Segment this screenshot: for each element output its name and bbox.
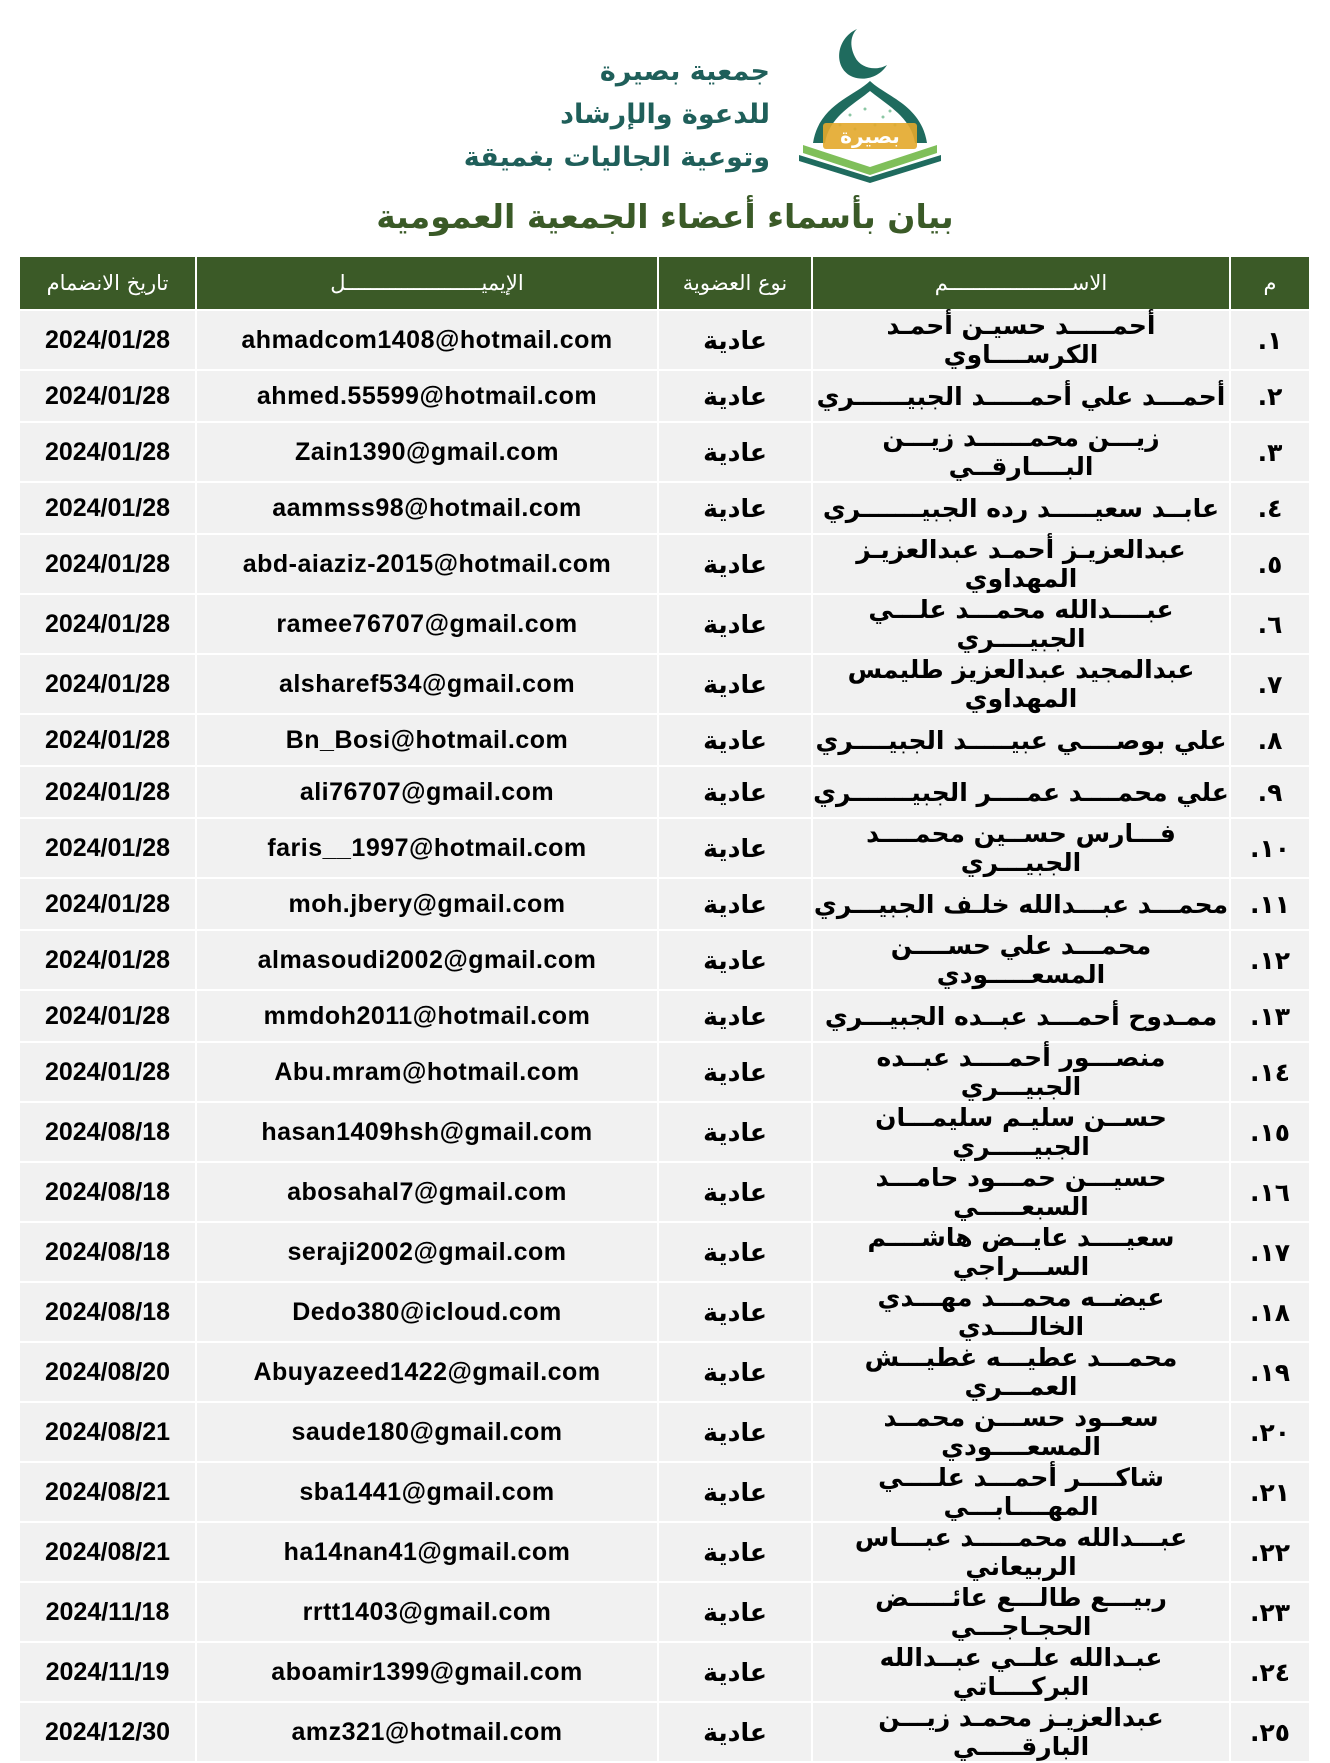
column-header-join-date: تاريخ الانضمام [20,257,195,309]
join-date: 2024/01/28 [20,879,195,929]
member-email: Abu.mram@hotmail.com [197,1043,657,1101]
member-name: محمـــد عطيـــه غطيـــش العمـــري [813,1343,1229,1401]
row-number: ٤. [1231,483,1309,533]
membership-type: عادية [659,535,811,593]
membership-type: عادية [659,423,811,481]
table-row [20,1103,1309,1161]
row-number: ١٠. [1231,819,1309,877]
member-name: منصـــور أحمــــد عبــده الجبيـــري [813,1043,1229,1101]
member-email: abd-aiaziz-2015@hotmail.com [197,535,657,593]
crescent-icon [839,29,887,79]
table-row [20,1163,1309,1221]
logo-text: بصيرة [840,124,900,148]
join-date: 2024/08/21 [20,1463,195,1521]
column-header-email: الإيميــــــــــــــــــــــل [197,257,657,309]
table-row [20,1583,1309,1641]
join-date: 2024/11/19 [20,1643,195,1701]
member-name: أحمـــد علي أحمـــــد الجبيــــــري [813,371,1229,421]
table-row [20,1643,1309,1701]
document-title: بيان بأسماء أعضاء الجمعية العمومية [376,197,954,236]
table-row [20,1523,1309,1581]
member-name: عبـــدالله محمـــــد عبـــاس الربيعاني [813,1523,1229,1581]
table-row [20,1043,1309,1101]
table-row [20,1283,1309,1341]
member-name: عبدالعزيـز محمـد زيـــن البارقـــــي [813,1703,1229,1761]
row-number: ٦. [1231,595,1309,653]
member-name: أحمـــــد حسيـن أحمـد الكرســــاوي [813,311,1229,369]
row-number: ٢٣. [1231,1583,1309,1641]
membership-type: عادية [659,1223,811,1281]
membership-type: عادية [659,371,811,421]
table-row [20,655,1309,713]
table-row [20,879,1309,929]
member-name: شاكــــر أحمـــد علــــي المهــــابـــي [813,1463,1229,1521]
row-number: ٩. [1231,767,1309,817]
member-email: alsharef534@gmail.com [197,655,657,713]
table-row [20,423,1309,481]
join-date: 2024/01/28 [20,483,195,533]
membership-type: عادية [659,311,811,369]
member-name: عابــد سعيـــــد رده الجبيـــــــري [813,483,1229,533]
table-row [20,1703,1309,1761]
membership-type: عادية [659,931,811,989]
member-name: عبدالمجيد عبدالعزيز طليمس المهداوي [813,655,1229,713]
row-number: ٢. [1231,371,1309,421]
member-email: sba1441@gmail.com [197,1463,657,1521]
join-date: 2024/12/30 [20,1703,195,1761]
row-number: ٢٢. [1231,1523,1309,1581]
join-date: 2024/01/28 [20,1043,195,1101]
member-email: moh.jbery@gmail.com [197,879,657,929]
membership-type: عادية [659,1043,811,1101]
member-name: محمـــد عبـــدالله خلـف الجبيـــري [813,879,1229,929]
membership-type: عادية [659,1703,811,1761]
join-date: 2024/08/21 [20,1523,195,1581]
organization-name [430,50,770,179]
member-email: almasoudi2002@gmail.com [197,931,657,989]
membership-type: عادية [659,1343,811,1401]
row-number: ٧. [1231,655,1309,713]
row-number: ١٧. [1231,1223,1309,1281]
member-name: محمـــد علي حســــن المسعـــــودي [813,931,1229,989]
member-email: abosahal7@gmail.com [197,1163,657,1221]
table-body [20,311,1309,1761]
row-number: ٢١. [1231,1463,1309,1521]
membership-type: عادية [659,1163,811,1221]
member-email: seraji2002@gmail.com [197,1223,657,1281]
membership-type: عادية [659,991,811,1041]
member-email: Abuyazeed1422@gmail.com [197,1343,657,1401]
org-name-line-1: جمعية بصيرة [599,56,770,87]
member-name: حســن سليـم سليمـــان الجبيـــــري [813,1103,1229,1161]
member-email: aammss98@hotmail.com [197,483,657,533]
table-row [20,311,1309,369]
membership-type: عادية [659,655,811,713]
table-row [20,371,1309,421]
join-date: 2024/01/28 [20,311,195,369]
member-name: سعــود حســـن محمــد المسعــــودي [813,1403,1229,1461]
row-number: ٣. [1231,423,1309,481]
row-number: ١٩. [1231,1343,1309,1401]
row-number: ١. [1231,311,1309,369]
row-number: ١٨. [1231,1283,1309,1341]
member-email: Bn_Bosi@hotmail.com [197,715,657,765]
member-name: عبدالعزيـز أحمـد عبدالعزيـز المهداوي [813,535,1229,593]
membership-type: عادية [659,1283,811,1341]
membership-type: عادية [659,715,811,765]
row-number: ٥. [1231,535,1309,593]
org-name-line-3: وتوعية الجاليات بغميقة [463,142,770,173]
member-name: حسيـــن حمـــود حامـــد السبعـــــي [813,1163,1229,1221]
join-date: 2024/01/28 [20,931,195,989]
member-email: Dedo380@icloud.com [197,1283,657,1341]
table-row [20,819,1309,877]
member-name: عيضــه محمـــد مهـــدي الخالــــدي [813,1283,1229,1341]
membership-type: عادية [659,595,811,653]
member-email: saude180@gmail.com [197,1403,657,1461]
membership-type: عادية [659,1463,811,1521]
table-row [20,1223,1309,1281]
join-date: 2024/01/28 [20,423,195,481]
join-date: 2024/01/28 [20,715,195,765]
table-row [20,1343,1309,1401]
member-email: rrtt1403@gmail.com [197,1583,657,1641]
member-name: علي محمــــد عمــــر الجبيـــــــري [813,767,1229,817]
member-email: Zain1390@gmail.com [197,423,657,481]
row-number: ١٦. [1231,1163,1309,1221]
join-date: 2024/08/21 [20,1403,195,1461]
member-name: عبـدالله علــي عبــدالله البركــــاتي [813,1643,1229,1701]
table-row [20,535,1309,593]
member-email: aboamir1399@gmail.com [197,1643,657,1701]
table-row [20,991,1309,1041]
row-number: ٨. [1231,715,1309,765]
membership-type: عادية [659,1103,811,1161]
book-icon [803,145,937,175]
membership-type: عادية [659,1403,811,1461]
row-number: ٢٥. [1231,1703,1309,1761]
member-name: علي بوصــــي عبيـــــد الجبيــــري [813,715,1229,765]
member-email: ahmed.55599@hotmail.com [197,371,657,421]
table-row [20,1403,1309,1461]
column-header-name: الاســــــــــــــــــــم [813,257,1229,309]
member-name: زيـــن محمــــــد زيـــن البــــارقــي [813,423,1229,481]
member-name: فـــارس حســين محمــــد الجبيـــري [813,819,1229,877]
join-date: 2024/08/18 [20,1283,195,1341]
crescent-mosque-book-logo-icon [795,25,945,185]
members-table [18,255,1311,1763]
row-number: ١٥. [1231,1103,1309,1161]
join-date: 2024/08/18 [20,1163,195,1221]
member-name: سعيــــد عايــض هاشــــم الســـراجي [813,1223,1229,1281]
table-row [20,1463,1309,1521]
org-name-line-2: للدعوة والإرشاد [560,99,770,130]
document-header [0,0,1330,250]
table-row [20,715,1309,765]
column-header-membership-type: نوع العضوية [659,257,811,309]
table-row [20,595,1309,653]
row-number: ١٣. [1231,991,1309,1041]
table-header-row [20,257,1309,309]
membership-type: عادية [659,1643,811,1701]
member-email: ramee76707@gmail.com [197,595,657,653]
membership-type: عادية [659,1583,811,1641]
membership-type: عادية [659,1523,811,1581]
row-number: ٢٠. [1231,1403,1309,1461]
join-date: 2024/01/28 [20,371,195,421]
member-name: ممـدوح أحمـــد عبــده الجبيـــري [813,991,1229,1041]
row-number: ١١. [1231,879,1309,929]
member-name: عبــــدالله محمـــد علـــي الجبيــــري [813,595,1229,653]
join-date: 2024/01/28 [20,655,195,713]
row-number: ١٢. [1231,931,1309,989]
membership-type: عادية [659,879,811,929]
member-email: ahmadcom1408@hotmail.com [197,311,657,369]
member-name: ربيـــع طالـــع عائـــــض الحجـاجـــي [813,1583,1229,1641]
column-header-number: م [1231,257,1309,309]
membership-type: عادية [659,819,811,877]
join-date: 2024/08/20 [20,1343,195,1401]
membership-type: عادية [659,767,811,817]
row-number: ٢٤. [1231,1643,1309,1701]
join-date: 2024/01/28 [20,819,195,877]
join-date: 2024/08/18 [20,1103,195,1161]
member-email: ali76707@gmail.com [197,767,657,817]
join-date: 2024/01/28 [20,767,195,817]
member-email: amz321@hotmail.com [197,1703,657,1761]
row-number: ١٤. [1231,1043,1309,1101]
join-date: 2024/08/18 [20,1223,195,1281]
join-date: 2024/01/28 [20,595,195,653]
join-date: 2024/11/18 [20,1583,195,1641]
member-email: mmdoh2011@hotmail.com [197,991,657,1041]
membership-type: عادية [659,483,811,533]
table-row [20,483,1309,533]
join-date: 2024/01/28 [20,535,195,593]
table-row [20,767,1309,817]
member-email: faris__1997@hotmail.com [197,819,657,877]
member-email: hasan1409hsh@gmail.com [197,1103,657,1161]
join-date: 2024/01/28 [20,991,195,1041]
member-email: ha14nan41@gmail.com [197,1523,657,1581]
table-row [20,931,1309,989]
